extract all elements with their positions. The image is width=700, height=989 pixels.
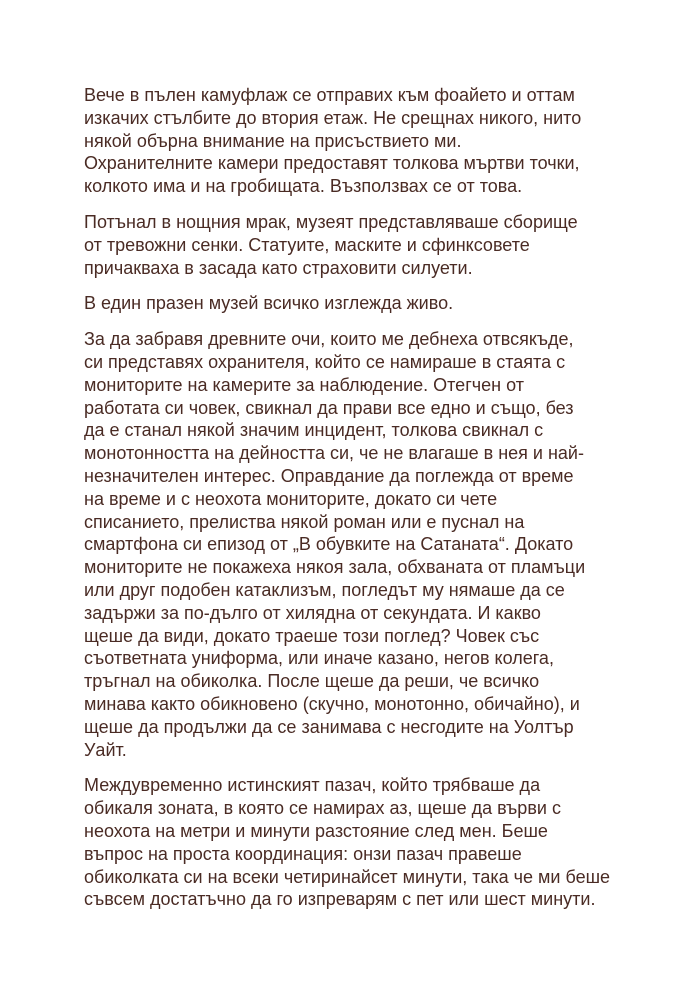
text-line: да е станал някой значим инцидент, толкова свикнал с: [84, 420, 544, 441]
text-line: работата си човек, свикнал да прави все едно и също, без: [84, 397, 574, 418]
paragraph: [84, 328, 629, 761]
text-line: Уайт.: [84, 739, 127, 760]
text-line: неохота на метри и минути разстояние след мен. Беше: [84, 820, 548, 841]
text-line: съвсем достатъчно да го изпреварям с пет или шест минути.: [84, 889, 596, 910]
text-line: изкачих стълбите до втория етаж. Не срещнах никого, нито: [84, 107, 582, 128]
text-line: Вече в пълен камуфлаж се отправих към фоайето и оттам: [84, 85, 575, 105]
text-line: някой обърна внимание на присъствието ми.: [84, 130, 462, 151]
text-line: обикаля зоната, в която се намирах аз, щеше да върви с: [84, 798, 561, 819]
text-line: монотонността на дейността си, че не влагаше в нея и най-: [84, 443, 584, 464]
text-line: щеше да продължи да се занимава с несгодите на Уолтър: [84, 716, 574, 737]
document-body: [84, 84, 629, 924]
text-line: минава както обикновено (скучно, монотонно, обичайно), и: [84, 693, 580, 714]
text-line: задържи за по-дълго от хилядна от секундата. И какво: [84, 602, 541, 623]
text-line: Междувременно истинският пазач, който трябваше да: [84, 775, 541, 796]
text-line: щеше да види, докато траеше този поглед? Човек със: [84, 625, 540, 646]
text-line: незначителен интерес. Оправдание да поглежда от време: [84, 465, 574, 486]
paragraph: [84, 211, 629, 279]
text-line: обиколката си на всеки четиринайсет минути, така че ми беше: [84, 866, 611, 887]
text-line: си представях охранителя, който се намираше в стаята с: [84, 351, 566, 372]
text-line: въпрос на проста координация: онзи пазач правеше: [84, 843, 522, 864]
text-line: от тревожни сенки. Статуите, маските и сфинксовете: [84, 234, 530, 255]
text-line: тръгнал на обиколка. После щеше да реши, че всичко: [84, 671, 540, 692]
text-line: списанието, прелиства някой роман или е пуснал на: [84, 511, 525, 532]
text-line: Потънал в нощния мрак, музеят представляваше сборище: [84, 211, 578, 232]
text-line: За да забравя древните очи, които ме дебнеха отвсякъде,: [84, 329, 574, 350]
text-line: причакваха в засада като страховити силуети.: [84, 257, 473, 278]
text-line: мониторите на камерите за наблюдение. Отегчен от: [84, 374, 524, 395]
text-line: мониторите не покажеха някоя зала, обхваната от пламъци: [84, 557, 586, 578]
paragraph: [84, 84, 629, 198]
paragraph: [84, 774, 629, 911]
text-line: Охранителните камери предоставят толкова мъртви точки,: [84, 153, 580, 174]
text-line: на време и с неохота мониторите, докато си чете: [84, 488, 498, 509]
text-line: съответната униформа, или иначе казано, негов колега,: [84, 648, 554, 669]
text-line: колкото има и на гробищата. Възползвах се от това.: [84, 176, 523, 197]
paragraph: [84, 292, 629, 315]
text-line: В един празен музей всичко изглежда живо.: [84, 293, 454, 314]
text-line: смартфона си епизод от „В обувките на Сатаната“. Докато: [84, 534, 574, 555]
text-line: или друг подобен катаклизъм, погледът му нямаше да се: [84, 579, 565, 600]
